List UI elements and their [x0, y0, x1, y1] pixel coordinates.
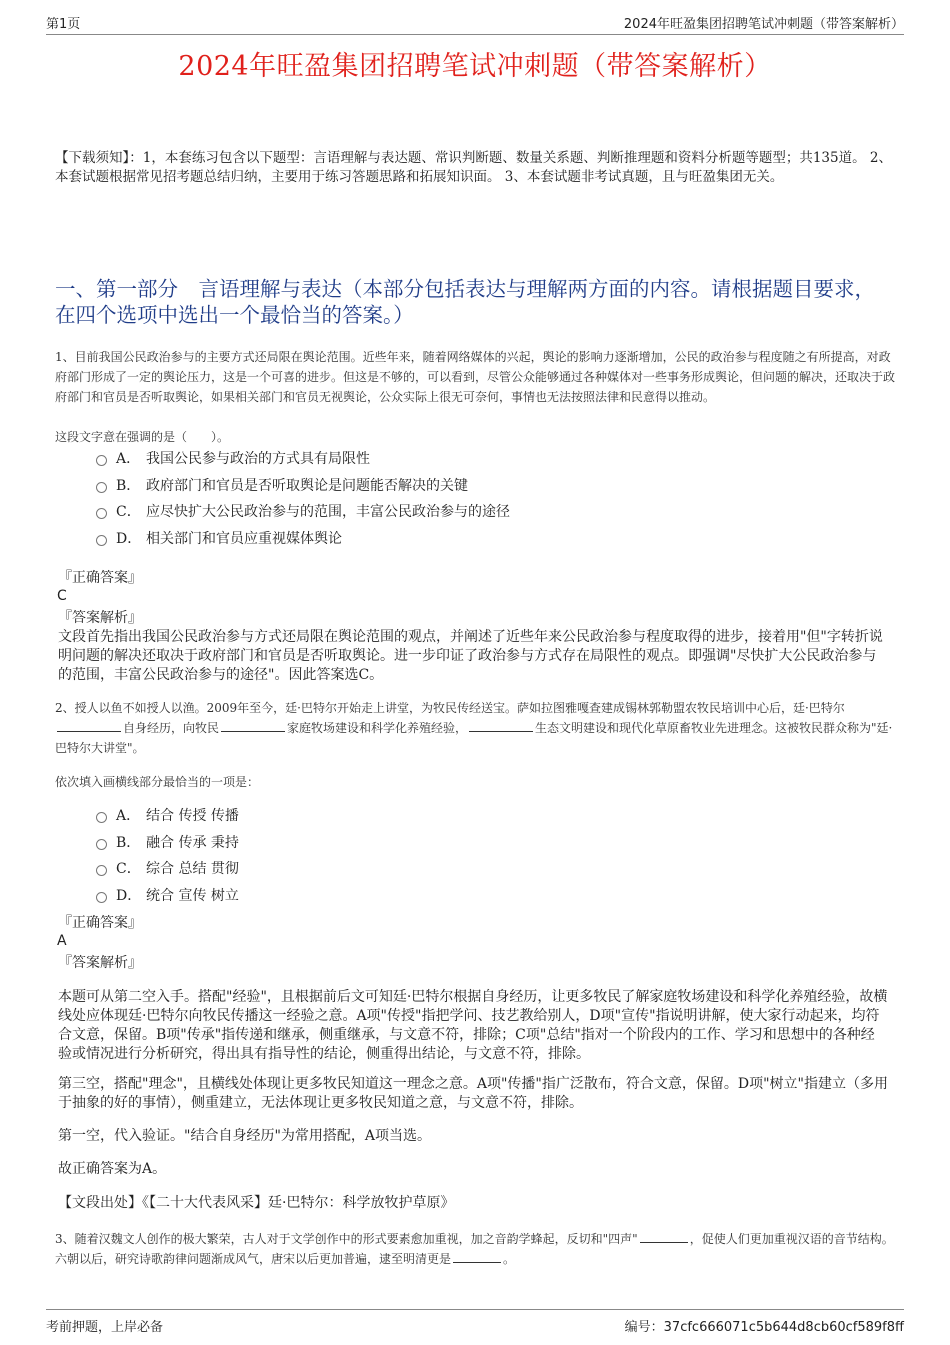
fill-blank — [469, 719, 533, 732]
q2-question: 依次填入画横线部分最恰当的一项是： — [55, 775, 260, 789]
q1-option-c[interactable] — [96, 499, 510, 526]
q3-stem-part2: ，促使人们更加重视汉语的音节结构。六朝以后，研究诗歌韵律问题渐成风气，唐宋以后更加普遍，逮至明清更是 — [55, 1232, 894, 1266]
q1-answer: C — [57, 588, 67, 604]
option-letter: A． — [116, 451, 141, 467]
q2-analysis-p1: 本题可从第二空入手。搭配"经验"，且根据前后文可知廷·巴特尔根据自身经历，让更多牧民了解家庭牧场建设和科学化养殖经验，故横线处应体现廷·巴特尔向牧民传播这一经验之意。A项"传授"指把学问、技艺教给别人，D项"宣传"指说明讲解，使大家行动起来，均符合文意，保留。B项"传承"指传递和继承，侧重继承，与文意不符，排除；C项"总结"指对一个阶段内的工作、学习和思想中的各种经验或情况进行分析研究，得出具有指导性的结论，侧重得出结论，与文意不符，排除。 — [58, 989, 888, 1062]
q1-option-a[interactable] — [96, 446, 510, 473]
q2-analysis-p2: 第三空，搭配"理念"，且横线处体现让更多牧民知道这一理念之意。A项"传播"指广泛散布，符合文意，保留。D项"树立"指建立（多用于抽象的好的事情），侧重建立，无法体现让更多牧民知道之意，与文意不符，排除。 — [58, 1076, 888, 1111]
option-letter: C． — [116, 504, 141, 520]
option-text: 结合 传授 传播 — [146, 808, 239, 824]
option-letter: B． — [116, 834, 141, 851]
q2-option-b[interactable] — [96, 830, 239, 857]
q1-analysis: 文段首先指出我国公民政治参与方式还局限在舆论范围的观点，并阐述了近些年来公民政治参与程度取得的进步，接着用"但"字转折说明问题的解决还取决于政府部门和官员是否听取舆论。进一步印证了政治参与方式存在局限性的观点。即强调"尽快扩大公民政治参与的范围，丰富公民政治参与的途径"。因此答案选C。 — [58, 629, 883, 683]
fill-blank — [221, 719, 285, 732]
q1-option-d[interactable] — [96, 526, 510, 553]
q1-option-b[interactable] — [96, 473, 510, 500]
fill-blank — [640, 1230, 688, 1243]
option-letter: A． — [116, 808, 141, 824]
download-notice: 【下载须知】：1，本套练习包含以下题型：言语理解与表达题、常识判断题、数量关系题、判断推理题和资料分析题等题型；共135道。 2、本套试题根据常见招考题总结归纳，主要用于练习答题思路和拓展知识面。 3、本套试题非考试真题，且与旺盈集团无关。 — [55, 150, 892, 185]
radio-icon[interactable] — [96, 455, 107, 466]
q1-answer-label: 『正确答案』 — [58, 570, 142, 586]
q2-analysis-label: 『答案解析』 — [58, 955, 142, 971]
q2-options — [96, 803, 239, 909]
q2-option-d[interactable] — [96, 883, 239, 910]
option-letter: C． — [116, 861, 141, 877]
q2-stem-part3: 家庭牧场建设和科学化养殖经验， — [287, 721, 468, 735]
q2-stem-part1: 2、授人以鱼不如授人以渔。2009年至今，廷·巴特尔开始走上讲堂，为牧民传经送宝。萨如拉图雅嘎查建成锡林郭勒盟农牧民培训中心后，廷·巴特尔 — [55, 701, 845, 715]
option-letter: D． — [116, 530, 142, 547]
section-title: 一、第一部分 言语理解与表达（本部分包括表达与理解两方面的内容。请根据题目要求，在四个选项中选出一个最恰当的答案。） — [55, 277, 875, 327]
q3-stem-part3: 。 — [503, 1252, 516, 1266]
footer-slogan: 考前押题，上岸必备 — [46, 1320, 164, 1335]
radio-icon[interactable] — [96, 839, 107, 850]
page-header — [46, 10, 904, 35]
footer-serial: 编号：37cfc666071c5b644d8cb60cf589f8ff — [624, 1320, 904, 1335]
q2-answer: A — [57, 933, 67, 949]
option-text: 我国公民参与政治的方式具有局限性 — [146, 451, 370, 467]
page-footer — [46, 1309, 904, 1338]
q2-option-c[interactable] — [96, 856, 239, 883]
radio-icon[interactable] — [96, 812, 107, 823]
q1-options — [96, 446, 510, 552]
page-number: 第1页 — [46, 17, 81, 32]
q2-stem-part2: 自身经历，向牧民 — [123, 721, 220, 735]
fill-blank — [57, 719, 121, 732]
q1-stem: 1、目前我国公民政治参与的主要方式还局限在舆论范围。近些年来，随着网络媒体的兴起，舆论的影响力逐渐增加，公民的政治参与程度随之有所提高，对政府部门形成了一定的舆论压力，这是一个可喜的进步。但这是不够的，可以看到，尽管公众能够通过各种媒体对一些事务形成舆论，但问题的解决，还取决于政府部门和官员是否听取舆论，如果相关部门和官员无视舆论，公众实际上很无可奈何，事情也无法按照法律和民意得以推动。 — [55, 350, 896, 404]
q3-stem-part1: 3、随着汉魏文人创作的极大繁荣，古人对于文学创作中的形式要素愈加重视，加之音韵学蜂起，反切和"四声" — [55, 1232, 638, 1246]
radio-icon[interactable] — [96, 865, 107, 876]
option-text: 统合 宣传 树立 — [146, 887, 239, 904]
radio-icon[interactable] — [96, 482, 107, 493]
q1-question: 这段文字意在强调的是（ ）。 — [55, 430, 230, 444]
q2-analysis-p3: 第一空，代入验证。"结合自身经历"为常用搭配，A项当选。 — [58, 1128, 431, 1144]
option-text: 相关部门和官员应重视媒体舆论 — [146, 530, 342, 547]
q3-stem — [55, 1229, 900, 1269]
option-text: 综合 总结 贯彻 — [146, 861, 239, 877]
header-doc-title: 2024年旺盈集团招聘笔试冲刺题（带答案解析） — [623, 17, 904, 32]
radio-icon[interactable] — [96, 535, 107, 546]
radio-icon[interactable] — [96, 508, 107, 519]
q1-analysis-label: 『答案解析』 — [58, 610, 142, 626]
q2-stem-part4: 生态文明建设和现代化草原畜牧业先进理念。这被牧民群众称为"廷·巴特尔大讲堂"。 — [55, 721, 893, 755]
q2-option-a[interactable] — [96, 803, 239, 830]
fill-blank — [453, 1250, 501, 1263]
option-text: 应尽快扩大公民政治参与的范围，丰富公民政治参与的途径 — [146, 504, 510, 520]
option-text: 融合 传承 秉持 — [146, 834, 239, 851]
option-letter: B． — [116, 477, 141, 494]
q2-source: 【文段出处】《【二十大代表风采】廷·巴特尔：科学放牧护草原》 — [58, 1195, 455, 1211]
radio-icon[interactable] — [96, 892, 107, 903]
q2-analysis-p4: 故正确答案为A。 — [58, 1161, 167, 1177]
option-text: 政府部门和官员是否听取舆论是问题能否解决的关键 — [146, 477, 468, 494]
document-title: 2024年旺盈集团招聘笔试冲刺题（带答案解析） — [178, 51, 772, 82]
q2-answer-label: 『正确答案』 — [58, 915, 142, 931]
option-letter: D． — [116, 887, 142, 904]
q2-stem — [55, 698, 900, 758]
